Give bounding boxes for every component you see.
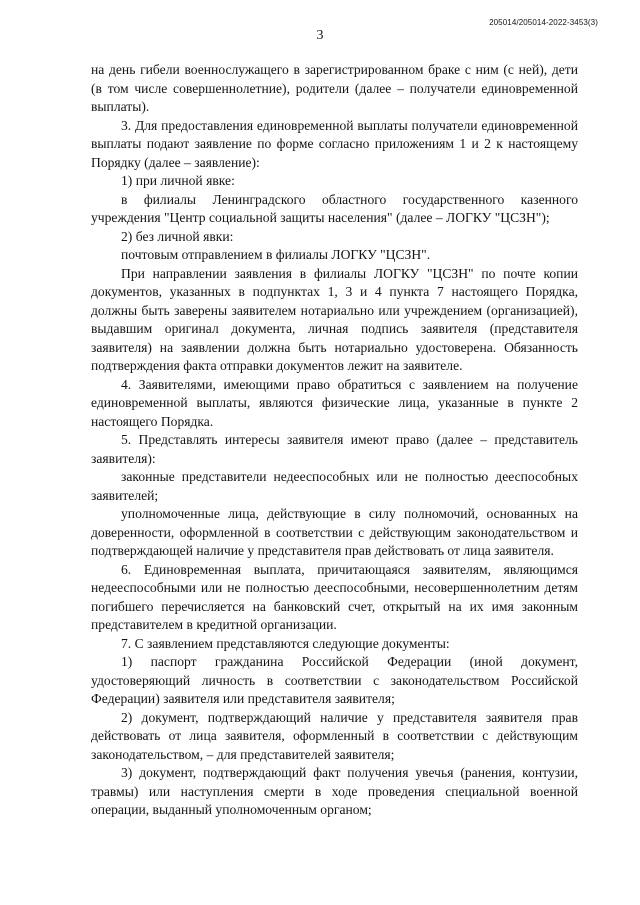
paragraph-item-7: 7. С заявлением представляются следующие документы: — [121, 635, 450, 651]
paragraph-item-5: 5. Представлять интересы заявителя имеют право (далее – представитель заявителя): — [91, 432, 578, 466]
paragraph-subitem-in-person: 1) при личной явке: — [121, 173, 235, 188]
paragraph-item-4: 4. Заявителями, имеющими право обратиться с заявлением на получение единовременной выплаты, являются физические лица, указанные в пункте 2 настоящего Порядка. — [91, 376, 578, 429]
paragraph-doc-authority: 2) документ, подтверждающий наличие у представителя заявителя прав действовать от лица заявителя, оформленный в соответствии с действующим законодательством, – для представителей заявителя; — [91, 709, 578, 762]
page-number: 3 — [316, 28, 324, 43]
paragraph-doc-passport: 1) паспорт гражданина Российской Федерации (иной документ, удостоверяющий личность в соответствии с законодательством Российской Федерации) заявителя или представителя заявителя; — [91, 654, 578, 706]
paragraph-doc-injury: 3) документ, подтверждающий факт получения увечья (ранения, контузии, травмы) или наступления смерти в ходе проведения специальной военной операции, выданный уполномоченным органом; — [91, 765, 578, 817]
paragraph-item-6: 6. Единовременная выплата, причитающаяся заявителям, являющимся недееспособными или не полностью дееспособными, несовершеннолетним детям погибшего перечисляется на банковский счет, открытый на их имя законным представителем в кредитной организации. — [91, 561, 578, 632]
document-code: 205014/205014-2022-3453(3) — [489, 18, 598, 27]
paragraph-item-3: 3. Для предоставления единовременной выплаты получатели единовременной выплаты подают заявление по форме согласно приложениям 1 и 2 к настоящему Порядку (далее – заявление): — [91, 117, 578, 170]
paragraph-branches: в филиалы Ленинградского областного государственного казенного учреждения "Центр социальной защиты населения" (далее – ЛОГКУ "ЦСЗН"); — [91, 191, 578, 225]
paragraph-continuation: на день гибели военнослужащего в зарегистрированном браке с ним (с ней), дети (в том числе совершеннолетние), родители (далее – получатели единовременной выплаты). — [91, 62, 578, 114]
paragraph-postal-copies: При направлении заявления в филиалы ЛОГКУ "ЦСЗН" по почте копии документов, указанных в подпунктах 1, 3 и 4 пункта 7 настоящего Порядка, должны быть заверены заявителем нотариально или учреждением (организацией), выдавшим оригинал документа, личная подпись заявителя (представителя заявителя) на заявлении должна быть нотариально удостоверена. Обязанность подтверждения факта отправки документов лежит на заявителе. — [91, 265, 578, 373]
paragraph-subitem-remote: 2) без личной явки: — [121, 228, 234, 244]
paragraph-authorized-persons: уполномоченные лица, действующие в силу полномочий, основанных на доверенности, оформленной в соответствии с действующим законодательством и подтверждающей наличие у представителя прав действовать от лица заявителя. — [91, 506, 578, 558]
document-body — [91, 61, 578, 820]
paragraph-legal-representatives: законные представители недееспособных или не полностью дееспособных заявителей; — [91, 469, 578, 503]
paragraph-postal: почтовым отправлением в филиалы ЛОГКУ "ЦСЗН". — [121, 247, 431, 262]
